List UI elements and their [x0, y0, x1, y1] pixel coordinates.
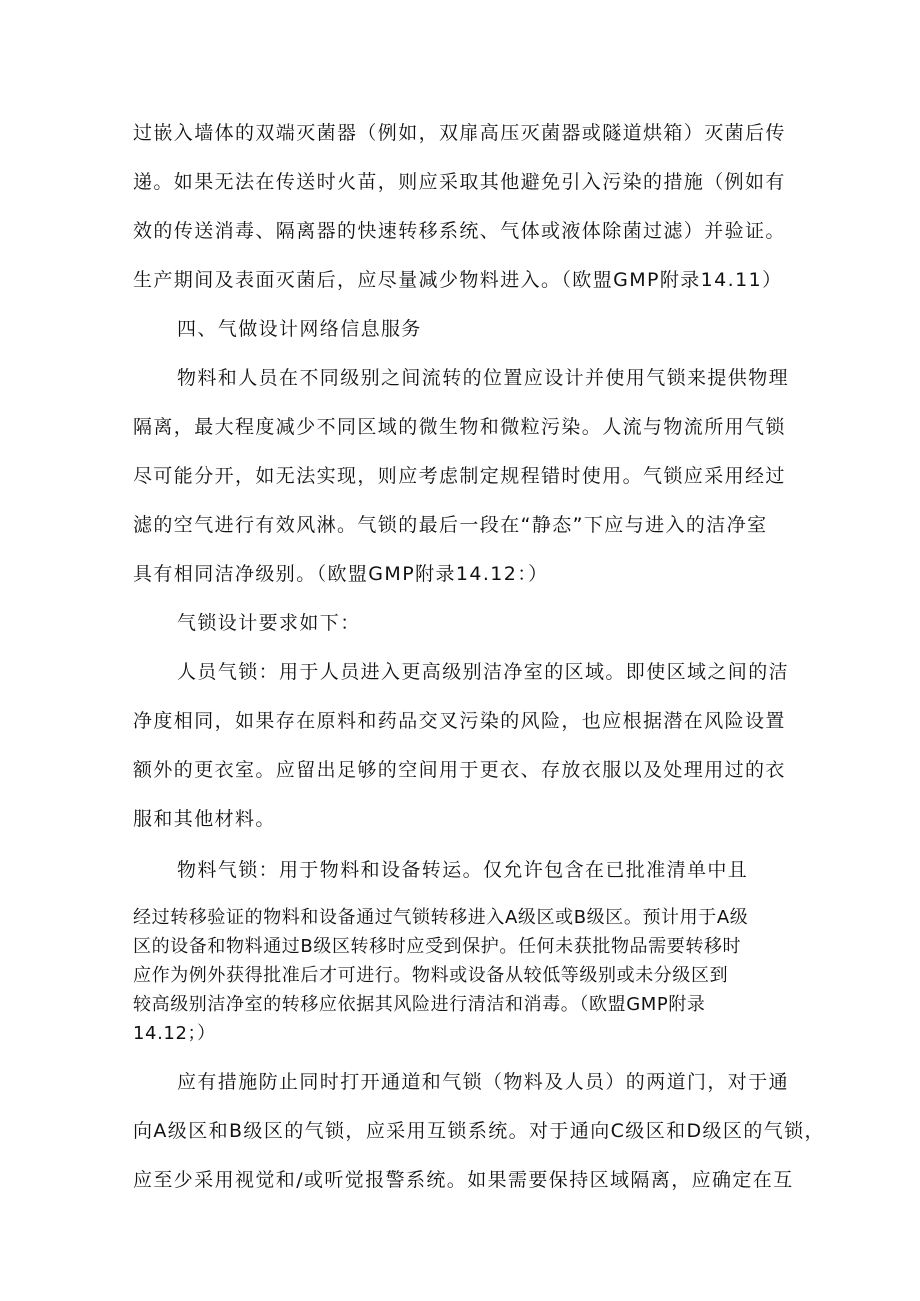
text-line: 尽可能分开，如无法实现，则应考虑制定规程错时使用。气锁应采用经过 [133, 465, 786, 487]
text-line: 具有相同洁净级别。（欧盟GMP附录14.12：） [133, 563, 549, 585]
text-line: 向A级区和B级区的气锁，应采用互锁系统。对于通向C级区和D级区的气锁， [133, 1120, 825, 1142]
text-line: 应作为例外获得批准后才可进行。物料或设备从较低等级别或未分级区到 [133, 965, 729, 986]
text-line: 较高级别洁净室的转移应依据其风险进行清洁和消毒。（欧盟GMP附录 [133, 994, 706, 1015]
section-heading: 四、气做设计网络信息服务 [177, 318, 422, 340]
text-line: 物料气锁：用于物料和设备转运。仅允许包含在已批准清单中且 [177, 859, 749, 881]
text-line: 应有措施防止同时打开通道和气锁（物料及人员）的两道门，对于通 [177, 1071, 790, 1093]
text-line: 滤的空气进行有效风淋。气锁的最后一段在“静态”下应与进入的洁净室 [133, 514, 768, 536]
text-line: 14.12；） [133, 1023, 216, 1044]
text-line: 应至少采用视觉和/或听觉报警系统。如果需要保持区域隔离，应确定在互 [133, 1169, 794, 1191]
text-line: 净度相同，如果存在原料和药品交叉污染的风险，也应根据潜在风险设置 [133, 710, 786, 732]
text-line: 生产期间及表面灭菌后，应尽量减少物料进入。（欧盟GMP附录14.11） [133, 269, 783, 291]
text-line: 经过转移验证的物料和设备通过气锁转移进入A级区或B级区。预计用于A级 [133, 907, 749, 928]
text-line: 物料和人员在不同级别之间流转的位置应设计并使用气锁来提供物理 [177, 367, 790, 389]
text-line: 区的设备和物料通过B级区转移时应受到保护。任何未获批物品需要转移时 [133, 936, 742, 957]
text-line: 人员气锁：用于人员进入更高级别洁净室的区域。即使区域之间的洁 [177, 661, 790, 683]
text-line: 隔离，最大程度减少不同区域的微生物和微粒污染。人流与物流所用气锁 [133, 416, 786, 438]
text-line: 过嵌入墙体的双端灭菌器（例如，双扉高压灭菌器或隧道烘箱）灭菌后传 [133, 122, 786, 144]
text-line: 额外的更衣室。应留出足够的空间用于更衣、存放衣服以及处理用过的衣 [133, 759, 786, 781]
text-line: 服和其他材料。 [133, 808, 276, 830]
text-line: 气锁设计要求如下： [177, 612, 361, 634]
text-line: 效的传送消毒、隔离器的快速转移系统、气体或液体除菌过滤）并验证。 [133, 220, 786, 242]
text-line: 递。如果无法在传送时火苗，则应采取其他避免引入污染的措施（例如有 [133, 171, 786, 193]
